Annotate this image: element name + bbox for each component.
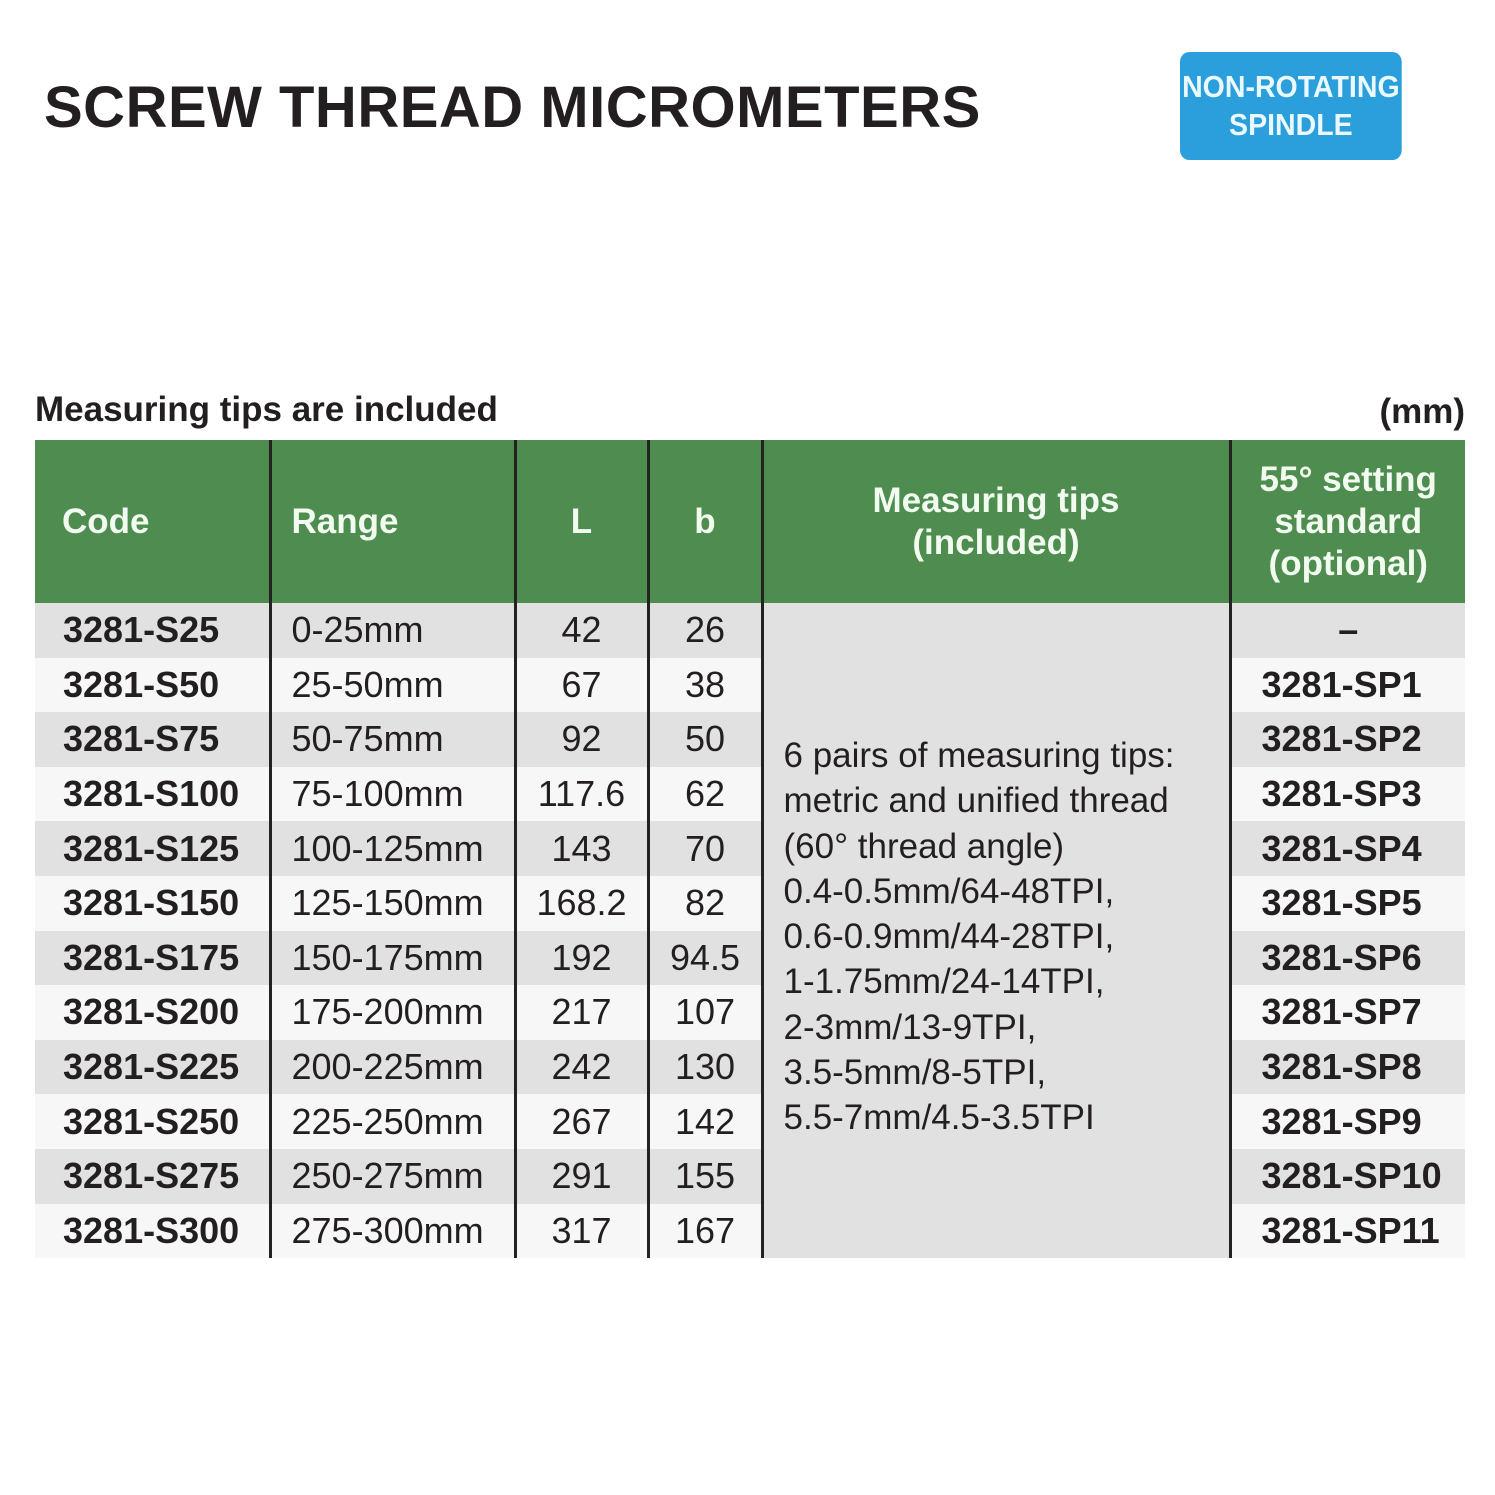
tips-line: 5.5-7mm/4.5-3.5TPI xyxy=(783,1098,1095,1138)
cell-range: 100-125mm xyxy=(270,821,515,876)
cell-l: 67 xyxy=(515,658,648,713)
header-b: b xyxy=(648,440,762,603)
cell-code: 3281-S100 xyxy=(35,767,270,822)
header-line: Measuring tips xyxy=(872,480,1120,520)
header-line: standard xyxy=(1274,501,1423,541)
cell-code: 3281-S250 xyxy=(35,1094,270,1149)
header-measuring-tips xyxy=(762,440,1230,603)
tips-line: 1-1.75mm/24-14TPI, xyxy=(783,962,1105,1002)
cell-setting-standard: 3281-SP6 xyxy=(1230,931,1465,986)
cell-b: 167 xyxy=(648,1204,762,1259)
table-row xyxy=(35,712,1465,767)
cell-range: 75-100mm xyxy=(270,767,515,822)
cell-code: 3281-S175 xyxy=(35,931,270,986)
cell-l: 168.2 xyxy=(515,876,648,931)
header-range: Range xyxy=(270,440,515,603)
cell-code: 3281-S125 xyxy=(35,821,270,876)
cell-code: 3281-S150 xyxy=(35,876,270,931)
tips-line: metric and unified thread xyxy=(783,781,1169,821)
table-row xyxy=(35,931,1465,986)
specs-table xyxy=(35,440,1465,1258)
cell-code: 3281-S200 xyxy=(35,985,270,1040)
header-setting-standard xyxy=(1230,440,1465,603)
cell-b: 62 xyxy=(648,767,762,822)
cell-b: 142 xyxy=(648,1094,762,1149)
cell-setting-standard: 3281-SP7 xyxy=(1230,985,1465,1040)
cell-b: 82 xyxy=(648,876,762,931)
cell-code: 3281-S25 xyxy=(35,603,270,658)
header-line: 55° setting xyxy=(1259,459,1437,499)
table-row xyxy=(35,876,1465,931)
cell-setting-standard: 3281-SP8 xyxy=(1230,1040,1465,1095)
cell-measuring-tips xyxy=(762,603,1230,1258)
cell-code: 3281-S300 xyxy=(35,1204,270,1259)
cell-setting-standard: – xyxy=(1230,603,1465,658)
cell-range: 225-250mm xyxy=(270,1094,515,1149)
table-row xyxy=(35,603,1465,658)
cell-range: 125-150mm xyxy=(270,876,515,931)
cell-b: 94.5 xyxy=(648,931,762,986)
non-rotating-spindle-badge xyxy=(1180,52,1402,160)
cell-l: 242 xyxy=(515,1040,648,1095)
cell-l: 317 xyxy=(515,1204,648,1259)
cell-range: 175-200mm xyxy=(270,985,515,1040)
table-row xyxy=(35,1204,1465,1259)
cell-setting-standard: 3281-SP1 xyxy=(1230,658,1465,713)
header-l: L xyxy=(515,440,648,603)
cell-range: 200-225mm xyxy=(270,1040,515,1095)
cell-l: 291 xyxy=(515,1149,648,1204)
cell-setting-standard: 3281-SP9 xyxy=(1230,1094,1465,1149)
table-row xyxy=(35,1040,1465,1095)
cell-b: 70 xyxy=(648,821,762,876)
cell-b: 50 xyxy=(648,712,762,767)
cell-range: 150-175mm xyxy=(270,931,515,986)
cell-l: 42 xyxy=(515,603,648,658)
cell-b: 26 xyxy=(648,603,762,658)
cell-setting-standard: 3281-SP2 xyxy=(1230,712,1465,767)
cell-code: 3281-S225 xyxy=(35,1040,270,1095)
cell-l: 192 xyxy=(515,931,648,986)
table-row xyxy=(35,1149,1465,1204)
badge-line: NON-ROTATING xyxy=(1182,69,1400,104)
table-header-row xyxy=(35,440,1465,603)
cell-l: 117.6 xyxy=(515,767,648,822)
header-line: (included) xyxy=(912,522,1080,562)
cell-range: 50-75mm xyxy=(270,712,515,767)
unit-label: (mm) xyxy=(1379,392,1465,431)
cell-setting-standard: 3281-SP5 xyxy=(1230,876,1465,931)
page-title: SCREW THREAD MICROMETERS xyxy=(44,75,981,140)
table-note: Measuring tips are included xyxy=(35,390,498,429)
cell-l: 92 xyxy=(515,712,648,767)
table-row xyxy=(35,658,1465,713)
cell-b: 155 xyxy=(648,1149,762,1204)
badge-line: SPINDLE xyxy=(1229,107,1353,142)
cell-range: 0-25mm xyxy=(270,603,515,658)
cell-code: 3281-S75 xyxy=(35,712,270,767)
cell-setting-standard: 3281-SP3 xyxy=(1230,767,1465,822)
tips-line: 0.6-0.9mm/44-28TPI, xyxy=(783,917,1115,957)
header-code: Code xyxy=(35,440,270,603)
cell-setting-standard: 3281-SP10 xyxy=(1230,1149,1465,1204)
tips-line: 0.4-0.5mm/64-48TPI, xyxy=(783,871,1115,911)
cell-range: 275-300mm xyxy=(270,1204,515,1259)
cell-l: 217 xyxy=(515,985,648,1040)
tips-line: 2-3mm/13-9TPI, xyxy=(783,1007,1037,1047)
table-row xyxy=(35,821,1465,876)
tips-line: 6 pairs of measuring tips: xyxy=(783,736,1175,775)
tips-line: 3.5-5mm/8-5TPI, xyxy=(783,1053,1047,1093)
cell-code: 3281-S50 xyxy=(35,658,270,713)
cell-setting-standard: 3281-SP4 xyxy=(1230,821,1465,876)
table-row xyxy=(35,1094,1465,1149)
cell-range: 25-50mm xyxy=(270,658,515,713)
table-row xyxy=(35,767,1465,822)
header-line: (optional) xyxy=(1268,543,1428,583)
cell-l: 143 xyxy=(515,821,648,876)
cell-range: 250-275mm xyxy=(270,1149,515,1204)
cell-setting-standard: 3281-SP11 xyxy=(1230,1204,1465,1259)
cell-l: 267 xyxy=(515,1094,648,1149)
cell-b: 38 xyxy=(648,658,762,713)
cell-code: 3281-S275 xyxy=(35,1149,270,1204)
cell-b: 130 xyxy=(648,1040,762,1095)
cell-b: 107 xyxy=(648,985,762,1040)
table-row xyxy=(35,985,1465,1040)
tips-line: (60° thread angle) xyxy=(783,826,1065,866)
